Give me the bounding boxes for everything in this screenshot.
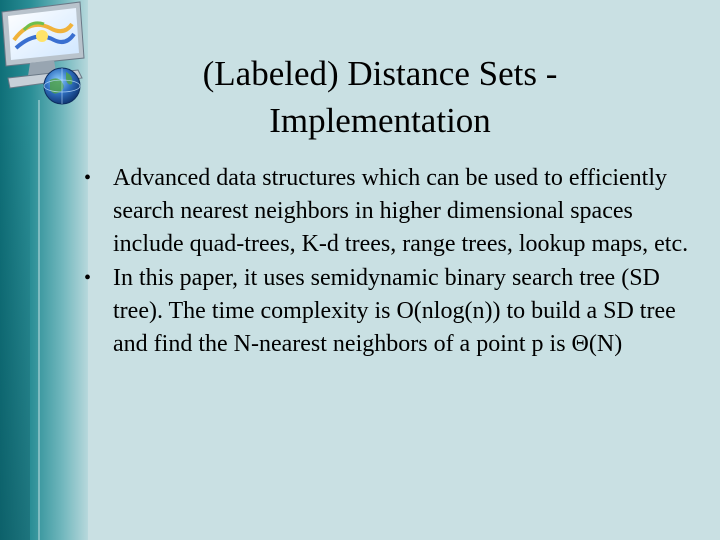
- bullet-marker: •: [84, 167, 92, 189]
- left-band-stripe: [38, 100, 40, 540]
- bullet-item-2: [84, 262, 694, 361]
- slide-title: [130, 50, 630, 144]
- bullet-text-2: In this paper, it uses semidynamic binary search tree (SD tree). The time complexity is O(nlog(n)) to build a SD tree and find the N-nearest neighbors of a point p is Θ(N): [113, 265, 676, 357]
- bullet-item-1: [84, 162, 694, 261]
- bullet-marker: •: [84, 267, 92, 289]
- title-line-1: (Labeled) Distance Sets -: [202, 54, 558, 93]
- bullet-text-1: Advanced data structures which can be used to efficiently search nearest neighbors in higher dimensional spaces include quad-trees, K-d trees, range trees, lookup maps, etc.: [113, 165, 689, 257]
- monitor-globe-icon: [0, 0, 100, 115]
- title-line-2: Implementation: [269, 101, 491, 140]
- bullet-list: [84, 162, 694, 362]
- left-band-shade: [0, 120, 30, 540]
